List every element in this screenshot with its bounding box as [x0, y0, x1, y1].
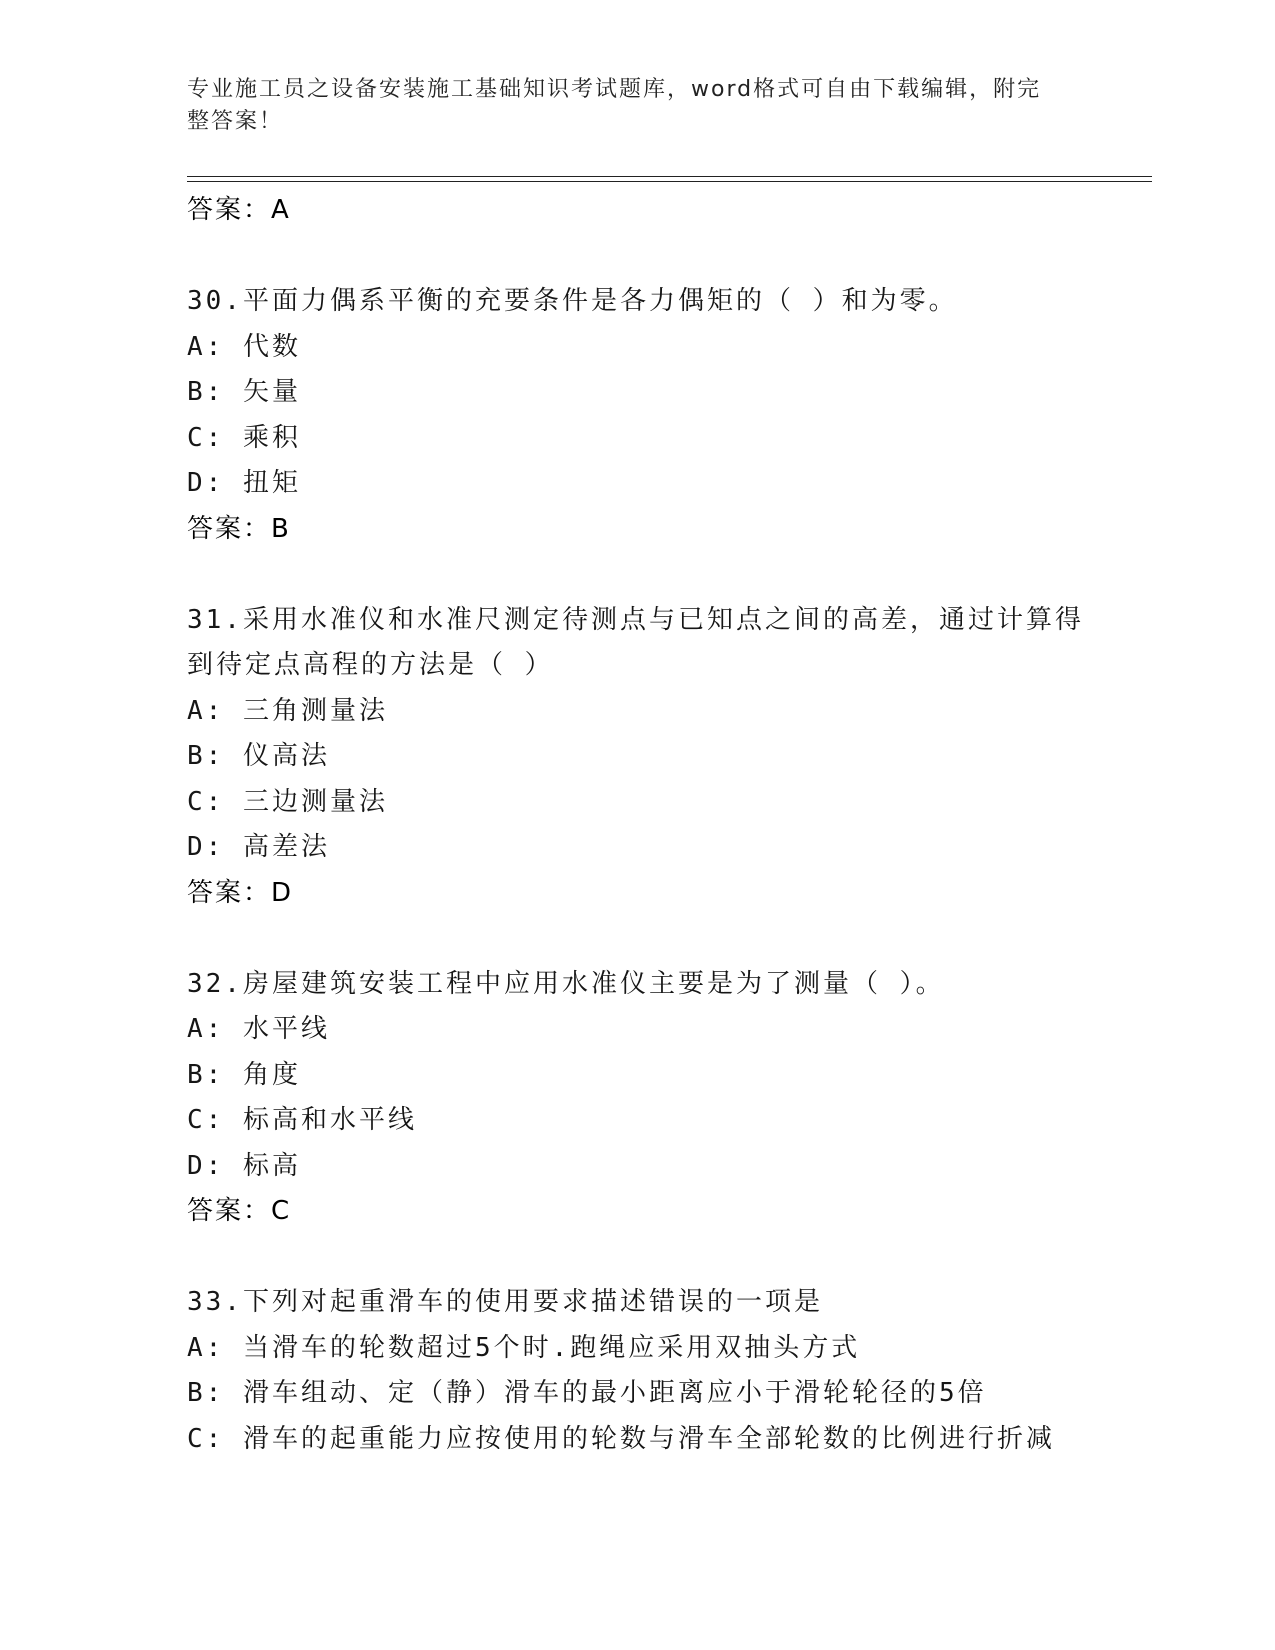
option-d: D: 扭矩: [187, 468, 301, 498]
question-stem-line-1: 31.采用水准仪和水准尺测定待测点与已知点之间的高差，通过计算得: [187, 604, 1084, 635]
option-c: C: 三边测量法: [187, 786, 388, 817]
option-c: C: 滑车的起重能力应按使用的轮数与滑车全部轮数的比例进行折减: [187, 1423, 1055, 1454]
spacer: [187, 234, 1087, 280]
option-a: A: 水平线: [187, 1014, 330, 1044]
page-header: [187, 74, 1067, 138]
option-d: D: 高差法: [187, 832, 330, 862]
option-a: A: 代数: [187, 331, 301, 362]
option-d: D: 标高: [187, 1150, 301, 1181]
question-stem-line-2: 到待定点高程的方法是（ ）: [187, 650, 554, 680]
question-item: [187, 962, 1087, 1235]
spacer: [187, 916, 1087, 962]
spacer: [187, 1235, 1087, 1281]
header-line-2: 整答案！: [187, 109, 284, 134]
answer-line: 答案：A: [187, 195, 291, 225]
question-item: [187, 1280, 1087, 1462]
option-b: B: 仪高法: [187, 741, 330, 771]
option-c: C: 标高和水平线: [187, 1105, 417, 1135]
question-list: [187, 188, 1087, 1462]
answer-line: 答案：D: [187, 877, 294, 908]
question-stem: 32.房屋建筑安装工程中应用水准仪主要是为了测量（ ）。: [187, 968, 945, 999]
option-a: A: 三角测量法: [187, 695, 388, 726]
spacer: [187, 552, 1087, 598]
question-stem: 33.下列对起重滑车的使用要求描述错误的一项是: [187, 1287, 823, 1317]
option-b: B: 矢量: [187, 377, 301, 407]
header-divider-thin: [187, 181, 1152, 182]
header-divider-thick: [187, 176, 1152, 177]
header-line-1: 专业施工员之设备安装施工基础知识考试题库，word格式可自由下载编辑，附完: [187, 77, 1042, 102]
option-b: B: 滑车组动、定（静）滑车的最小距离应小于滑轮轮径的5倍: [187, 1378, 987, 1408]
question-item: [187, 279, 1087, 552]
answer-line: 答案：C: [187, 1196, 292, 1226]
answer-line: 答案：B: [187, 513, 291, 544]
question-stem: 30.平面力偶系平衡的充要条件是各力偶矩的（ ）和为零。: [187, 286, 958, 316]
option-b: B: 角度: [187, 1059, 301, 1090]
option-c: C: 乘积: [187, 422, 301, 453]
question-item: [187, 598, 1087, 917]
option-a: A: 当滑车的轮数超过5个时.跑绳应采用双抽头方式: [187, 1332, 861, 1363]
